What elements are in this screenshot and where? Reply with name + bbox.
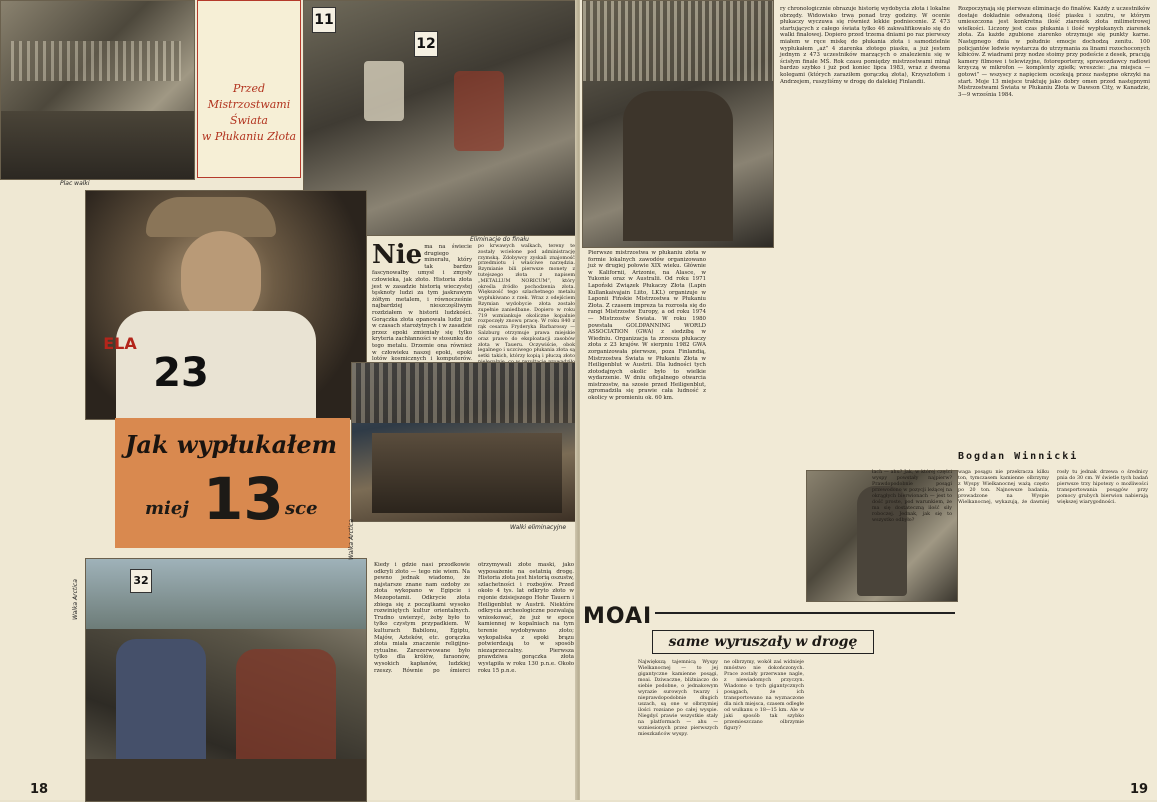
article-title-box (115, 418, 350, 548)
article-col-bottom: Kiedy i gdzie nasi przodkowie odkryli złoto — tego nie wiem. Na pewno jednak wiadomo, że najstarsze znane nam ozdoby ze złota wykopano w Egipcie i Mezopotamii. Odkrycie złota zbiega się z początkami wysoko rozwiniętych kultur orientalnych. Trudno uwierzyć, żeby było to tylko czystym przypadkiem. W kulturach Babilonu, Egiptu, Majów, Azteków, etc. gorączka złota miała znaczenie religijno-rytualne. Zarezerwowane było tylko dla królów, faraonów, wysokich kapłanów, ludzkiej rzeszy. Równie po śmierci otrzymywali złote maski, jako wyposażenie na ostatnią drogę. Historia złota jest historią oszustw, szlachetności i rozbojów. Przed około 4 tys. lat odkryto złoto w rejonie dzisiejszego Hohr Tauern i Heiligenblut w Austrii. Niektóre odkrycia archeologiczne pozwalają wnioskować, że już w epoce kamiennej w kopalniach na tym terenie wydobywano złoto; wykopaliska z epoki brązu potwierdzają to w sposób niezaprzeczalny. Pierwsza prawdziwa gorączka złota wystąpiła w roku 130 p.n.e. Około roku 15 p.n.e. (374, 562, 574, 674)
photo-eliminations (351, 362, 579, 522)
article-title: Jak wypłukałem (125, 430, 338, 459)
series-tag (197, 0, 301, 178)
right-col-3: Rozpoczynają się pierwsze eliminacje do finałów. Każdy z uczestników dostaje dokładnie odważoną ilość piasku i szutru, w którym umieszczona jest konkretna ilość ziarenek złota milimetrowej wielkości. Liczony jest czas płukania i ilość wypłukanych ziarenek złota. Za każde zgubione ziarenko otrzymuje się punkty karne. Następnego dnia w południe emocje dochodzą zenitu. 100 policjantów ledwie wystarcza do utrzymania za linami rozochoconych kibiców. Z wiadrami przy nodze stoimy przy podeście z desek, pracują kamery filmowe i telewizyjne, fotoreporterzy, sprawozdawcy radiowi krzyczą w mikrofon — komplenty zgiełk; wreszcie: „na miejsca — gotowi” — wszyscy z napięciem oczekują przez następne okrzyki na start. Moje 13 miejsce traktuję jako dobry omen przed następnymi Mistrzostwami Świata w Płukaniu Złota w Dawson City, w Kanadzie, 3—9 września 1984. (958, 6, 1150, 98)
moai-title: MOAI (583, 604, 653, 629)
caption-credit: Walka Arctica (72, 579, 79, 620)
tag-line-2: Mistrzostwami (207, 98, 291, 111)
title-miej: miej (145, 498, 189, 519)
dropcap-nie: Nie (372, 240, 423, 270)
left-page (0, 0, 577, 800)
article-col-top-right: po krwawych walkach, tereny te zostały wcielone pod administrację rzymską. Zdobywcy zyskali znajomość przedmiotu i właściwe narzędzia. Rzymianie bili pierwsze monety z tutejszego złota z napisem „METALLUM NORICUM”, który określa źródło pochodzenia złota. Większość tego szlachetnego metalu wypłukiwano z rzek. Wraz z odejściem Rzymian wydobycie złota zostało zupełnie zaniedbane. Dopiero w roku 719 wzmiankuje okoliczne kopalnie rozpoczęły znowu pracę. W roku 840 z rąk cesarza Fryderyka Barbarossy — Salzburg otrzymuje prawa miejskie oraz prawo do eksploatacji zasobów złota w Taueru. Oczywiście, obok legalnego i uczciwego płukania złota są setki takich, którzy kopią i płuczą złoto (478, 244, 575, 360)
tag-line-1: Przed (232, 82, 265, 95)
bib-number-11: 11 (312, 7, 336, 33)
moai-col-1: Największą tajemnicą Wyspy Wielkanocnej — to jej gigantyczne kamienne posągi, moai. Dziwaczne, bliźniaczo do siebie podobne, o jednakowym wyrazie surowych twarzy i nieprawdopodobnie długich uszach, są one w olbrzymiej ilości rozsiane po całej wyspie. Niegdyś prawie wszystkie stały na platformach — ahu — wzniesionych przez pierwszych mieszkańców wyspy. (638, 660, 718, 737)
bib-number-23: 23 (153, 350, 209, 396)
page-number-right: 19 (1130, 782, 1149, 797)
title-sce: sce (285, 498, 318, 519)
right-col-2: ry chronologicznie obrazuje historię wydobycia złota i lokalne obrzędy. Widowisko trwa ponad trzy godziny. W ocenie płukaczy wyczuwa się również lekkie podniecenie. Z 473 startujących z całego świata tylko 46 zakwalifikowało się do walki finałowej. Dopiero przed trzema dniami po raz pierwszy miałem w ręce miskę do płukania złota i samodzielnie wypłukałem „aż” 4 ziarenka złotego piasku, a już jestem jednym z 473 uczestników marzących o znalezieniu się w ścisłym finale MŚ. Rok czasu pomiędzy mistrzostwami minął bardzo szybko i już pod koniec lipca 1983, wraz z dwoma kolegami (których zaraziłem gorączką złota), Krzysztofem i Andrzejem, ruszyliśmy w drogę do dalekiej Finlandii. (780, 6, 950, 85)
tag-line-3: Świata (229, 114, 268, 127)
photo-right-top (582, 0, 774, 248)
title-number: 13 (203, 465, 284, 533)
caption-credit-2: Walka Arctica (348, 519, 355, 560)
caption-eliminacje: Eliminacje do finału (470, 236, 529, 243)
photo-panning (85, 558, 367, 802)
tag-line-4: w Płukaniu Złota (201, 130, 297, 143)
moai-col-3b: łach — ahu? Jak, w której części wyspy powstały najpierw? Prawdopodobnie posągi przewodono w pozycji leżącej na okrągłych bierwionach — jest to dość proste, pod warunkiem, że ma się dostateczną ilość siły roboczej. Jednak, jak się to wszystko odbyło? (872, 470, 952, 523)
photo-river (0, 0, 195, 180)
photo-portrait (85, 190, 367, 420)
bib-number-32: 32 (130, 569, 152, 593)
right-col-1: Pierwsze mistrzostwa w płukaniu złota w formie lokalnych zawodów organizowano już w drugiej połowie XIX wieku. Głównie w Kalifornii, Arizonie, na Alasce, w Yukonie oraz w Australii. Od roku 1971 Lapoński Związek Płukaczy Złota (Lapin Kullankaivajain Liito, LKL) organizuje w Laponii Fińskie Mistrzostwa w Płukaniu Złota. Z czasem impreza ta rozrosła się do rangi Mistrzostw Europy, a od roku 1974 — Mistrzostw Świata. W roku 1980 powstała GOLDPANNING WORLD ASSOCIATION (GWA) z siedzibą w Wiedniu. Organizacja ta zrzesza płukaczy złota z 23 krajów. W sierpniu 1982 GWA zorganizowała pierwsze, poza Finlandią, Mistrzostwa Świata w Płukaniu Złota w Heiligenblut w Austrii. Dla ludności tych złotodajnych okolic było to wielkie wydarzenie. W dniu oficjalnego otwarcia mistrzostw, na szosie przed Heiligenblut, zgromadziła się prawie cała ludność z okolicy w promieniu ok. 60 km. (588, 250, 706, 402)
article-author: Bogdan Winnicki (958, 451, 1079, 462)
moai-subtitle: same wyruszały w drogę (652, 630, 874, 654)
moai-col-4: waga posągu nie przekracza kilku ton, tymczasem kamienne olbrzymy z Wyspy Wielkanocnej ważą często po 20 ton. Najnowsze badania, prowadzone na Wyspie Wielkanocnej, wykazują, że dawniej rosły tu jednak drzewa o średnicy pnia do 30 cm. W świetle tych badań pierwsze trzy hipotezy o możliwości transportowania posągów przy pomocy grubych bierwion nabierają większej wiarygodności. (958, 470, 1148, 505)
moai-col-2: ne olbrzymy, wokół zaś widnieje mnóstwo nie dokończonych. Prace zostały przerwane nagle, z niewiadomych przyczyn. Wiadomo o tych gigantycznych posągach, że ich transportowano na wyznaczone dla nich miejsca, czasem odległe od wulkanu o 18—15 km. Ale w jaki sposób tak szybko przemieszczano olbrzymie figury? (724, 660, 804, 731)
bib-number-12: 12 (414, 31, 438, 57)
page-number-left: 18 (30, 782, 49, 797)
bib-brand-ela: ELA (103, 334, 137, 353)
caption-plac: Plac walki (60, 180, 90, 187)
col-nie-text: ma na świecie drugiego minerału, który tak bardzo fascynowałby umysł i zmysły człowieka, jak złoto. Historia złota jest w zasadzie historią wieczystej tęsknoty ludzi za tym jaskrawym żółtym metalem, i równocześnie najbardziej nieszczęśliwym rozdziałem w historii ludzkości. Gorączka złota opanowała ludzi już w czasach starożytnych i w zasadzie przez epoki zmieniały się tylko kryteria zachłanności w stosunku do tego metalu. Drzemie ona również w człowieku naszej epoki, epoki lotów kosmicznych i komputerów. (372, 244, 472, 363)
caption-walki: Walki eliminacyjne (510, 524, 567, 531)
